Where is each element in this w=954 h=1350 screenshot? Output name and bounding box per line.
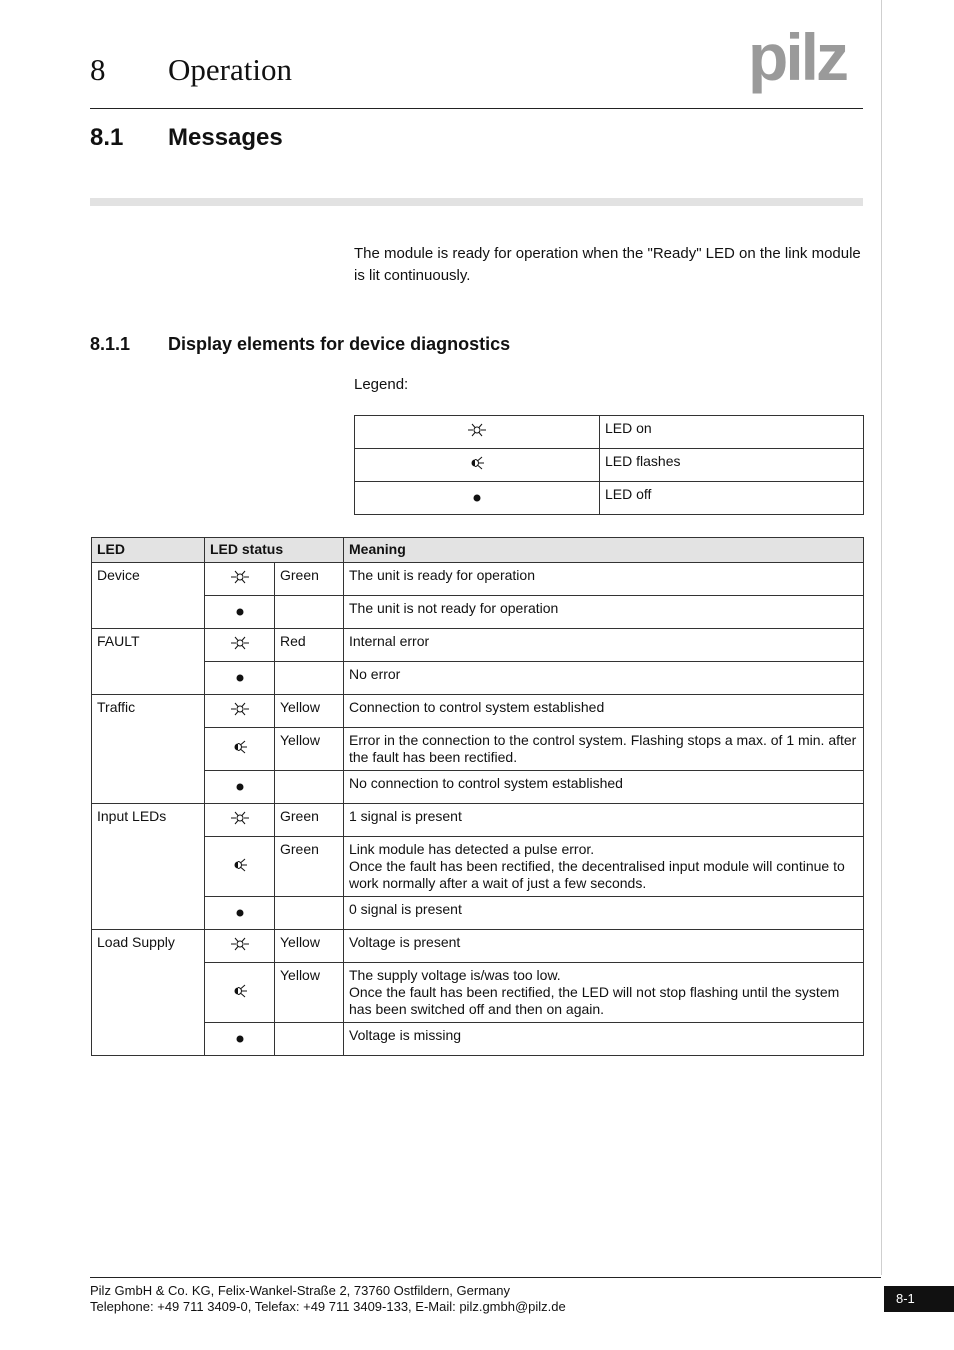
led-status-symbol	[205, 930, 275, 963]
header-meaning: Meaning	[344, 538, 864, 563]
section-heading	[90, 124, 283, 152]
legend-row	[355, 482, 864, 515]
chapter-heading	[90, 52, 292, 88]
subsection-heading	[90, 334, 510, 355]
led-off-icon	[235, 670, 245, 687]
led-status-symbol	[205, 771, 275, 804]
led-off-icon	[235, 779, 245, 796]
led-meaning	[344, 728, 864, 771]
table-row	[92, 728, 864, 771]
led-on-icon	[230, 937, 250, 955]
meaning-line: Voltage is missing	[349, 1027, 462, 1043]
led-color: Green	[275, 804, 344, 837]
meaning-line: 1 signal is present	[349, 808, 462, 824]
led-name: Traffic	[92, 695, 205, 804]
table-row	[92, 1023, 864, 1056]
led-meaning	[344, 930, 864, 963]
header-led: LED	[92, 538, 205, 563]
section-number: 8.1	[90, 124, 124, 151]
led-status-symbol	[205, 629, 275, 662]
page-margin-rule	[881, 0, 882, 1275]
led-status-symbol	[205, 662, 275, 695]
legend-label: Legend:	[354, 376, 409, 393]
subsection-number: 8.1.1	[90, 334, 131, 354]
led-status-symbol	[205, 695, 275, 728]
led-color	[275, 1023, 344, 1056]
table-header-row	[92, 538, 864, 563]
led-off-icon	[235, 1031, 245, 1048]
led-off-icon	[472, 490, 482, 507]
svg-text:pilz: pilz	[748, 28, 846, 94]
chapter-number: 8	[90, 52, 106, 87]
led-flashes-icon	[232, 858, 248, 876]
table-row	[92, 837, 864, 897]
meaning-line: No connection to control system established	[349, 775, 623, 791]
legend-symbol	[355, 416, 600, 449]
header-rule	[90, 108, 863, 109]
led-meaning	[344, 837, 864, 897]
meaning-line: Link module has detected a pulse error.	[349, 841, 595, 857]
legend-description: LED on	[600, 416, 864, 449]
led-color	[275, 662, 344, 695]
meaning-line: Connection to control system established	[349, 699, 605, 715]
meaning-line: The unit is not ready for operation	[349, 600, 559, 616]
led-status-symbol	[205, 963, 275, 1023]
section-title: Messages	[168, 124, 283, 151]
meaning-line: The supply voltage is/was too low.	[349, 967, 561, 983]
led-status-symbol	[205, 563, 275, 596]
legend-symbol	[355, 449, 600, 482]
meaning-line: Internal error	[349, 633, 430, 649]
led-meaning	[344, 695, 864, 728]
led-meaning	[344, 963, 864, 1023]
led-meaning	[344, 629, 864, 662]
led-meaning	[344, 804, 864, 837]
pilz-logo	[748, 28, 866, 96]
led-color: Yellow	[275, 963, 344, 1023]
table-row	[92, 930, 864, 963]
led-name: Load Supply	[92, 930, 205, 1056]
meaning-line: 0 signal is present	[349, 901, 462, 917]
led-color: Yellow	[275, 728, 344, 771]
legend-description: LED flashes	[600, 449, 864, 482]
led-name: FAULT	[92, 629, 205, 695]
legend-table	[354, 415, 864, 515]
footer-text	[90, 1283, 566, 1315]
led-on-icon	[230, 811, 250, 829]
table-row	[92, 771, 864, 804]
legend-description: LED off	[600, 482, 864, 515]
led-color: Green	[275, 837, 344, 897]
led-name: Input LEDs	[92, 804, 205, 930]
chapter-title: Operation	[168, 52, 292, 87]
led-status-symbol	[205, 1023, 275, 1056]
meaning-line: Error in the connection to the control system. Flashing stops a max. of 1 min. after the fault has been rectified.	[349, 732, 857, 765]
table-row	[92, 563, 864, 596]
legend-row	[355, 449, 864, 482]
led-diagnostics-table	[91, 537, 864, 1056]
meaning-line: Once the fault has been rectified, the LED will not stop flashing until the system has been switched off and then on again.	[349, 984, 840, 1017]
section-divider	[90, 198, 863, 206]
led-color: Red	[275, 629, 344, 662]
led-color: Green	[275, 563, 344, 596]
led-color	[275, 897, 344, 930]
led-on-icon	[230, 636, 250, 654]
led-status-symbol	[205, 837, 275, 897]
led-status-symbol	[205, 897, 275, 930]
led-on-icon	[230, 570, 250, 588]
led-color	[275, 771, 344, 804]
table-row	[92, 804, 864, 837]
footer-contact: Telephone: +49 711 3409-0, Telefax: +49 711 3409-133, E-Mail: pilz.gmbh@pilz.de	[90, 1299, 566, 1314]
table-row	[92, 897, 864, 930]
table-row	[92, 596, 864, 629]
led-meaning	[344, 897, 864, 930]
led-color: Yellow	[275, 930, 344, 963]
led-off-icon	[235, 604, 245, 621]
legend-row	[355, 416, 864, 449]
meaning-line: The unit is ready for operation	[349, 567, 535, 583]
legend-symbol	[355, 482, 600, 515]
led-meaning	[344, 771, 864, 804]
table-row	[92, 963, 864, 1023]
intro-paragraph: The module is ready for operation when the "Ready" LED on the link module is lit continuously.	[354, 245, 861, 284]
table-row	[92, 629, 864, 662]
meaning-line: Once the fault has been rectified, the decentralised input module will continue to work normally after a wait of just a few seconds.	[349, 858, 845, 891]
led-meaning	[344, 662, 864, 695]
led-status-symbol	[205, 804, 275, 837]
led-status-symbol	[205, 596, 275, 629]
led-on-icon	[467, 423, 487, 441]
led-meaning	[344, 596, 864, 629]
footer-address: Pilz GmbH & Co. KG, Felix-Wankel-Straße 2, 73760 Ostfildern, Germany	[90, 1283, 510, 1298]
table-row	[92, 662, 864, 695]
header-led-status: LED status	[205, 538, 344, 563]
led-meaning	[344, 1023, 864, 1056]
led-meaning	[344, 563, 864, 596]
led-color	[275, 596, 344, 629]
led-flashes-icon	[469, 456, 485, 474]
table-row	[92, 695, 864, 728]
led-off-icon	[235, 905, 245, 922]
led-status-symbol	[205, 728, 275, 771]
meaning-line: Voltage is present	[349, 934, 461, 950]
led-on-icon	[230, 702, 250, 720]
subsection-title: Display elements for device diagnostics	[168, 334, 511, 354]
led-flashes-icon	[232, 984, 248, 1002]
led-color: Yellow	[275, 695, 344, 728]
led-name: Device	[92, 563, 205, 629]
led-flashes-icon	[232, 740, 248, 758]
meaning-line: No error	[349, 666, 401, 682]
footer-rule	[90, 1277, 881, 1278]
page-number: 8-1	[884, 1286, 954, 1312]
